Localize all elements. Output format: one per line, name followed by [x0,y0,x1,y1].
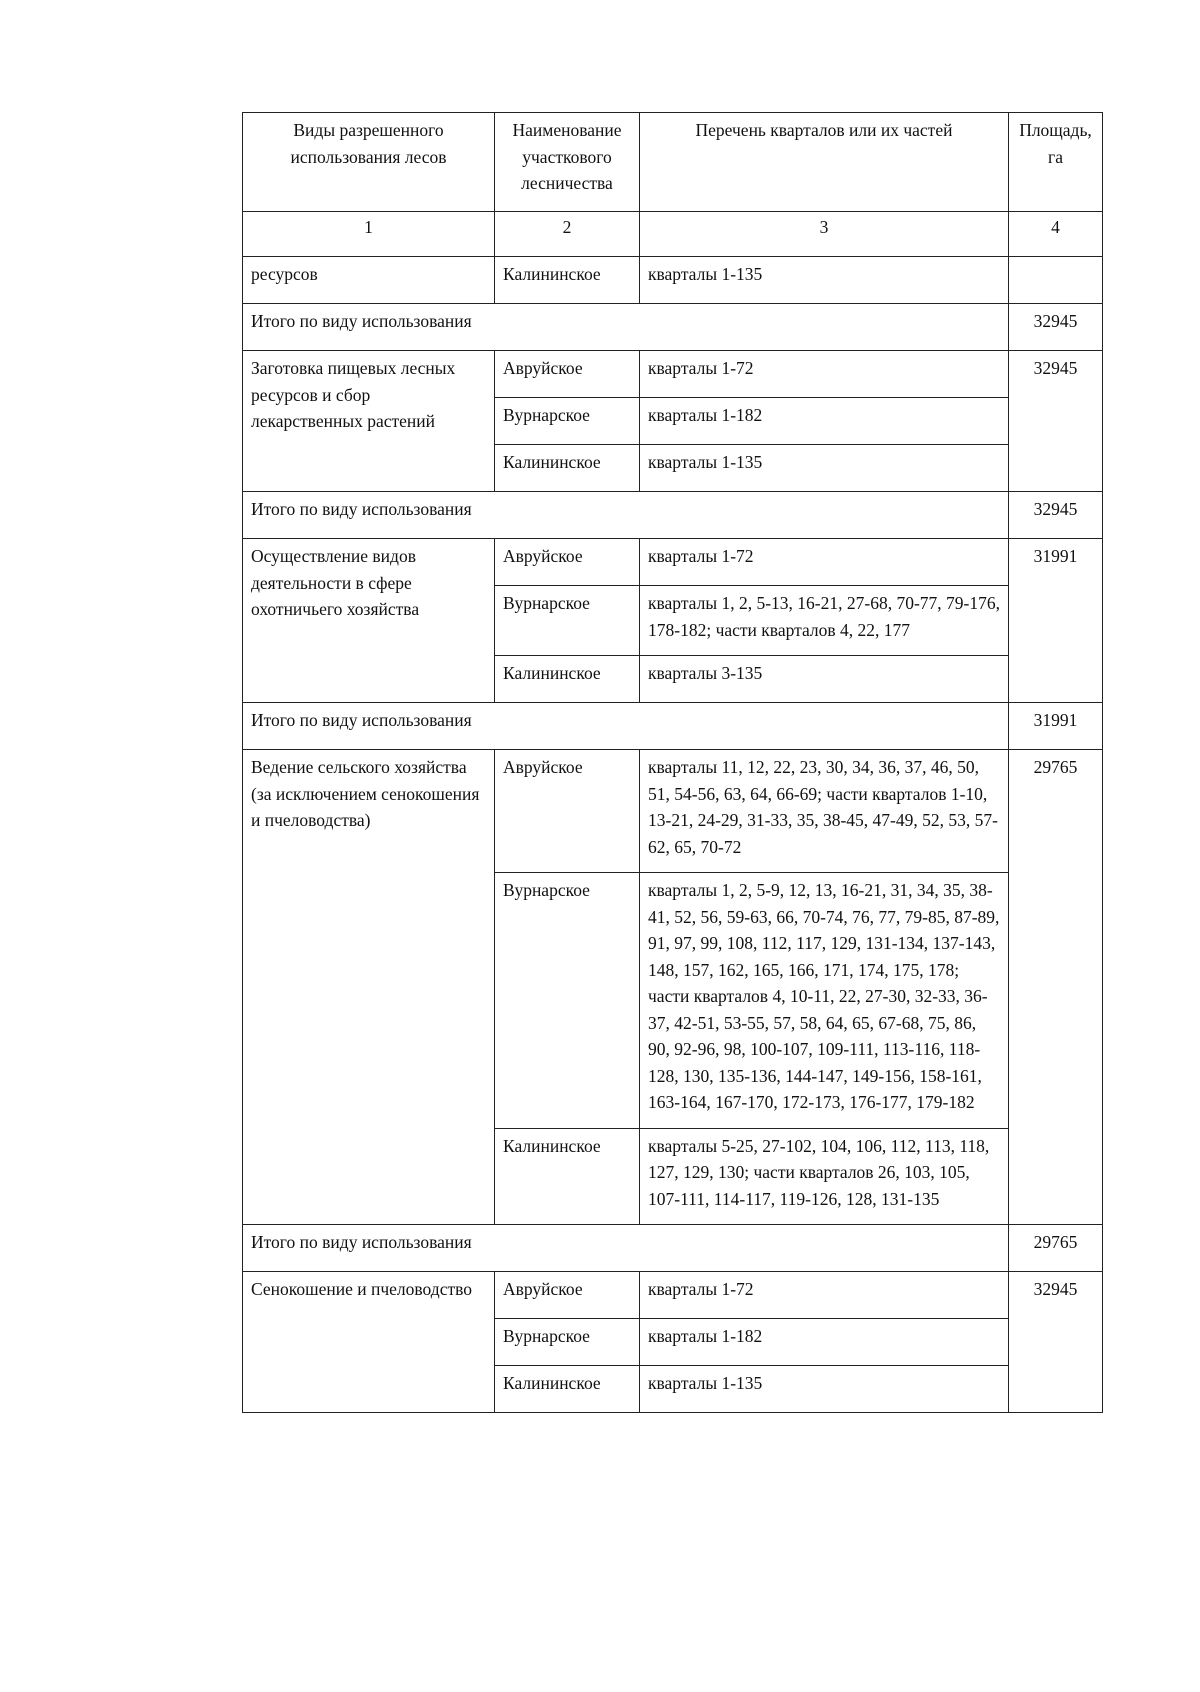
quarters-cell: кварталы 3-135 [640,656,1009,703]
forestry-cell: Вурнарское [495,398,640,445]
quarters-cell: кварталы 1-72 [640,351,1009,398]
total-value: 31991 [1009,703,1103,750]
table-row [243,351,1103,398]
quarters-cell: кварталы 1-72 [640,539,1009,586]
total-value: 32945 [1009,492,1103,539]
forestry-cell: Вурнарское [495,1319,640,1366]
column-number-row [243,212,1103,257]
column-number: 3 [640,212,1009,257]
quarters-cell: кварталы 1-72 [640,1272,1009,1319]
total-row [243,703,1103,750]
forestry-cell: Авруйское [495,750,640,873]
use-type-cell: Заготовка пищевых лесных ресурсов и сбор лекарственных растений [243,351,495,492]
quarters-cell: кварталы 1, 2, 5-13, 16-21, 27-68, 70-77, 79-176, 178-182; части кварталов 4, 22, 177 [640,586,1009,656]
area-cell: 32945 [1009,351,1103,492]
area-cell: 29765 [1009,750,1103,1225]
table-row [243,257,1103,304]
land-use-table [242,112,1103,1413]
table-row [243,750,1103,873]
table-row [243,539,1103,586]
total-value: 32945 [1009,304,1103,351]
forestry-cell: Авруйское [495,539,640,586]
forestry-cell: Вурнарское [495,586,640,656]
table-row [243,1272,1103,1319]
column-number: 4 [1009,212,1103,257]
total-row [243,304,1103,351]
forestry-cell: Калининское [495,445,640,492]
quarters-cell: кварталы 1-182 [640,1319,1009,1366]
forestry-cell: Вурнарское [495,873,640,1129]
area-cell [1009,257,1103,304]
forestry-cell: Калининское [495,1366,640,1413]
header-quarters: Перечень кварталов или их частей [640,113,1009,212]
header-use-type: Виды разрешенного использования лесов [243,113,495,212]
forestry-cell: Калининское [495,1128,640,1225]
quarters-cell: кварталы 1-182 [640,398,1009,445]
quarters-cell: кварталы 1-135 [640,1366,1009,1413]
total-label: Итого по виду использования [243,492,1009,539]
total-label: Итого по виду использования [243,1225,1009,1272]
forestry-cell: Калининское [495,257,640,304]
forestry-cell: Авруйское [495,1272,640,1319]
header-row [243,113,1103,212]
quarters-cell: кварталы 11, 12, 22, 23, 30, 34, 36, 37, 46, 50, 51, 54-56, 63, 64, 66-69; части кварталов 1-10, 13-21, 24-29, 31-33, 35, 38-45, 47-49, 52, 53, 57-62, 65, 70-72 [640,750,1009,873]
quarters-cell: кварталы 5-25, 27-102, 104, 106, 112, 113, 118, 127, 129, 130; части кварталов 26, 103, 105, 107-111, 114-117, 119-126, 128, 131-135 [640,1128,1009,1225]
column-number: 1 [243,212,495,257]
quarters-cell: кварталы 1-135 [640,445,1009,492]
column-number: 2 [495,212,640,257]
total-value: 29765 [1009,1225,1103,1272]
area-cell: 32945 [1009,1272,1103,1413]
use-type-cell: Осуществление видов деятельности в сфере охотничьего хозяйства [243,539,495,703]
forestry-cell: Калининское [495,656,640,703]
quarters-cell: кварталы 1-135 [640,257,1009,304]
use-type-cell: ресурсов [243,257,495,304]
total-label: Итого по виду использования [243,304,1009,351]
forestry-cell: Авруйское [495,351,640,398]
header-forestry: Наименование участкового лесничества [495,113,640,212]
total-row [243,1225,1103,1272]
quarters-cell: кварталы 1, 2, 5-9, 12, 13, 16-21, 31, 34, 35, 38-41, 52, 56, 59-63, 66, 70-74, 76, 77, 79-85, 87-89, 91, 97, 99, 108, 112, 117, 129, 131-134, 137-143, 148, 157, 162, 165, 166, 171, 174, 175, 178; части кварталов 4, 10-11, 22, 27-30, 32-33, 36-37, 42-51, 53-55, 57, 58, 64, 65, 67-68, 75, 86, 90, 92-96, 98, 100-107, 109-111, 113-116, 118-128, 130, 135-136, 144-147, 149-156, 158-161, 163-164, 167-170, 172-173, 176-177, 179-182 [640,873,1009,1129]
use-type-cell: Сенокошение и пчеловодство [243,1272,495,1413]
area-cell: 31991 [1009,539,1103,703]
header-area: Площадь, га [1009,113,1103,212]
use-type-cell: Ведение сельского хозяйства (за исключением сенокошения и пчеловодства) [243,750,495,1225]
total-row [243,492,1103,539]
total-label: Итого по виду использования [243,703,1009,750]
